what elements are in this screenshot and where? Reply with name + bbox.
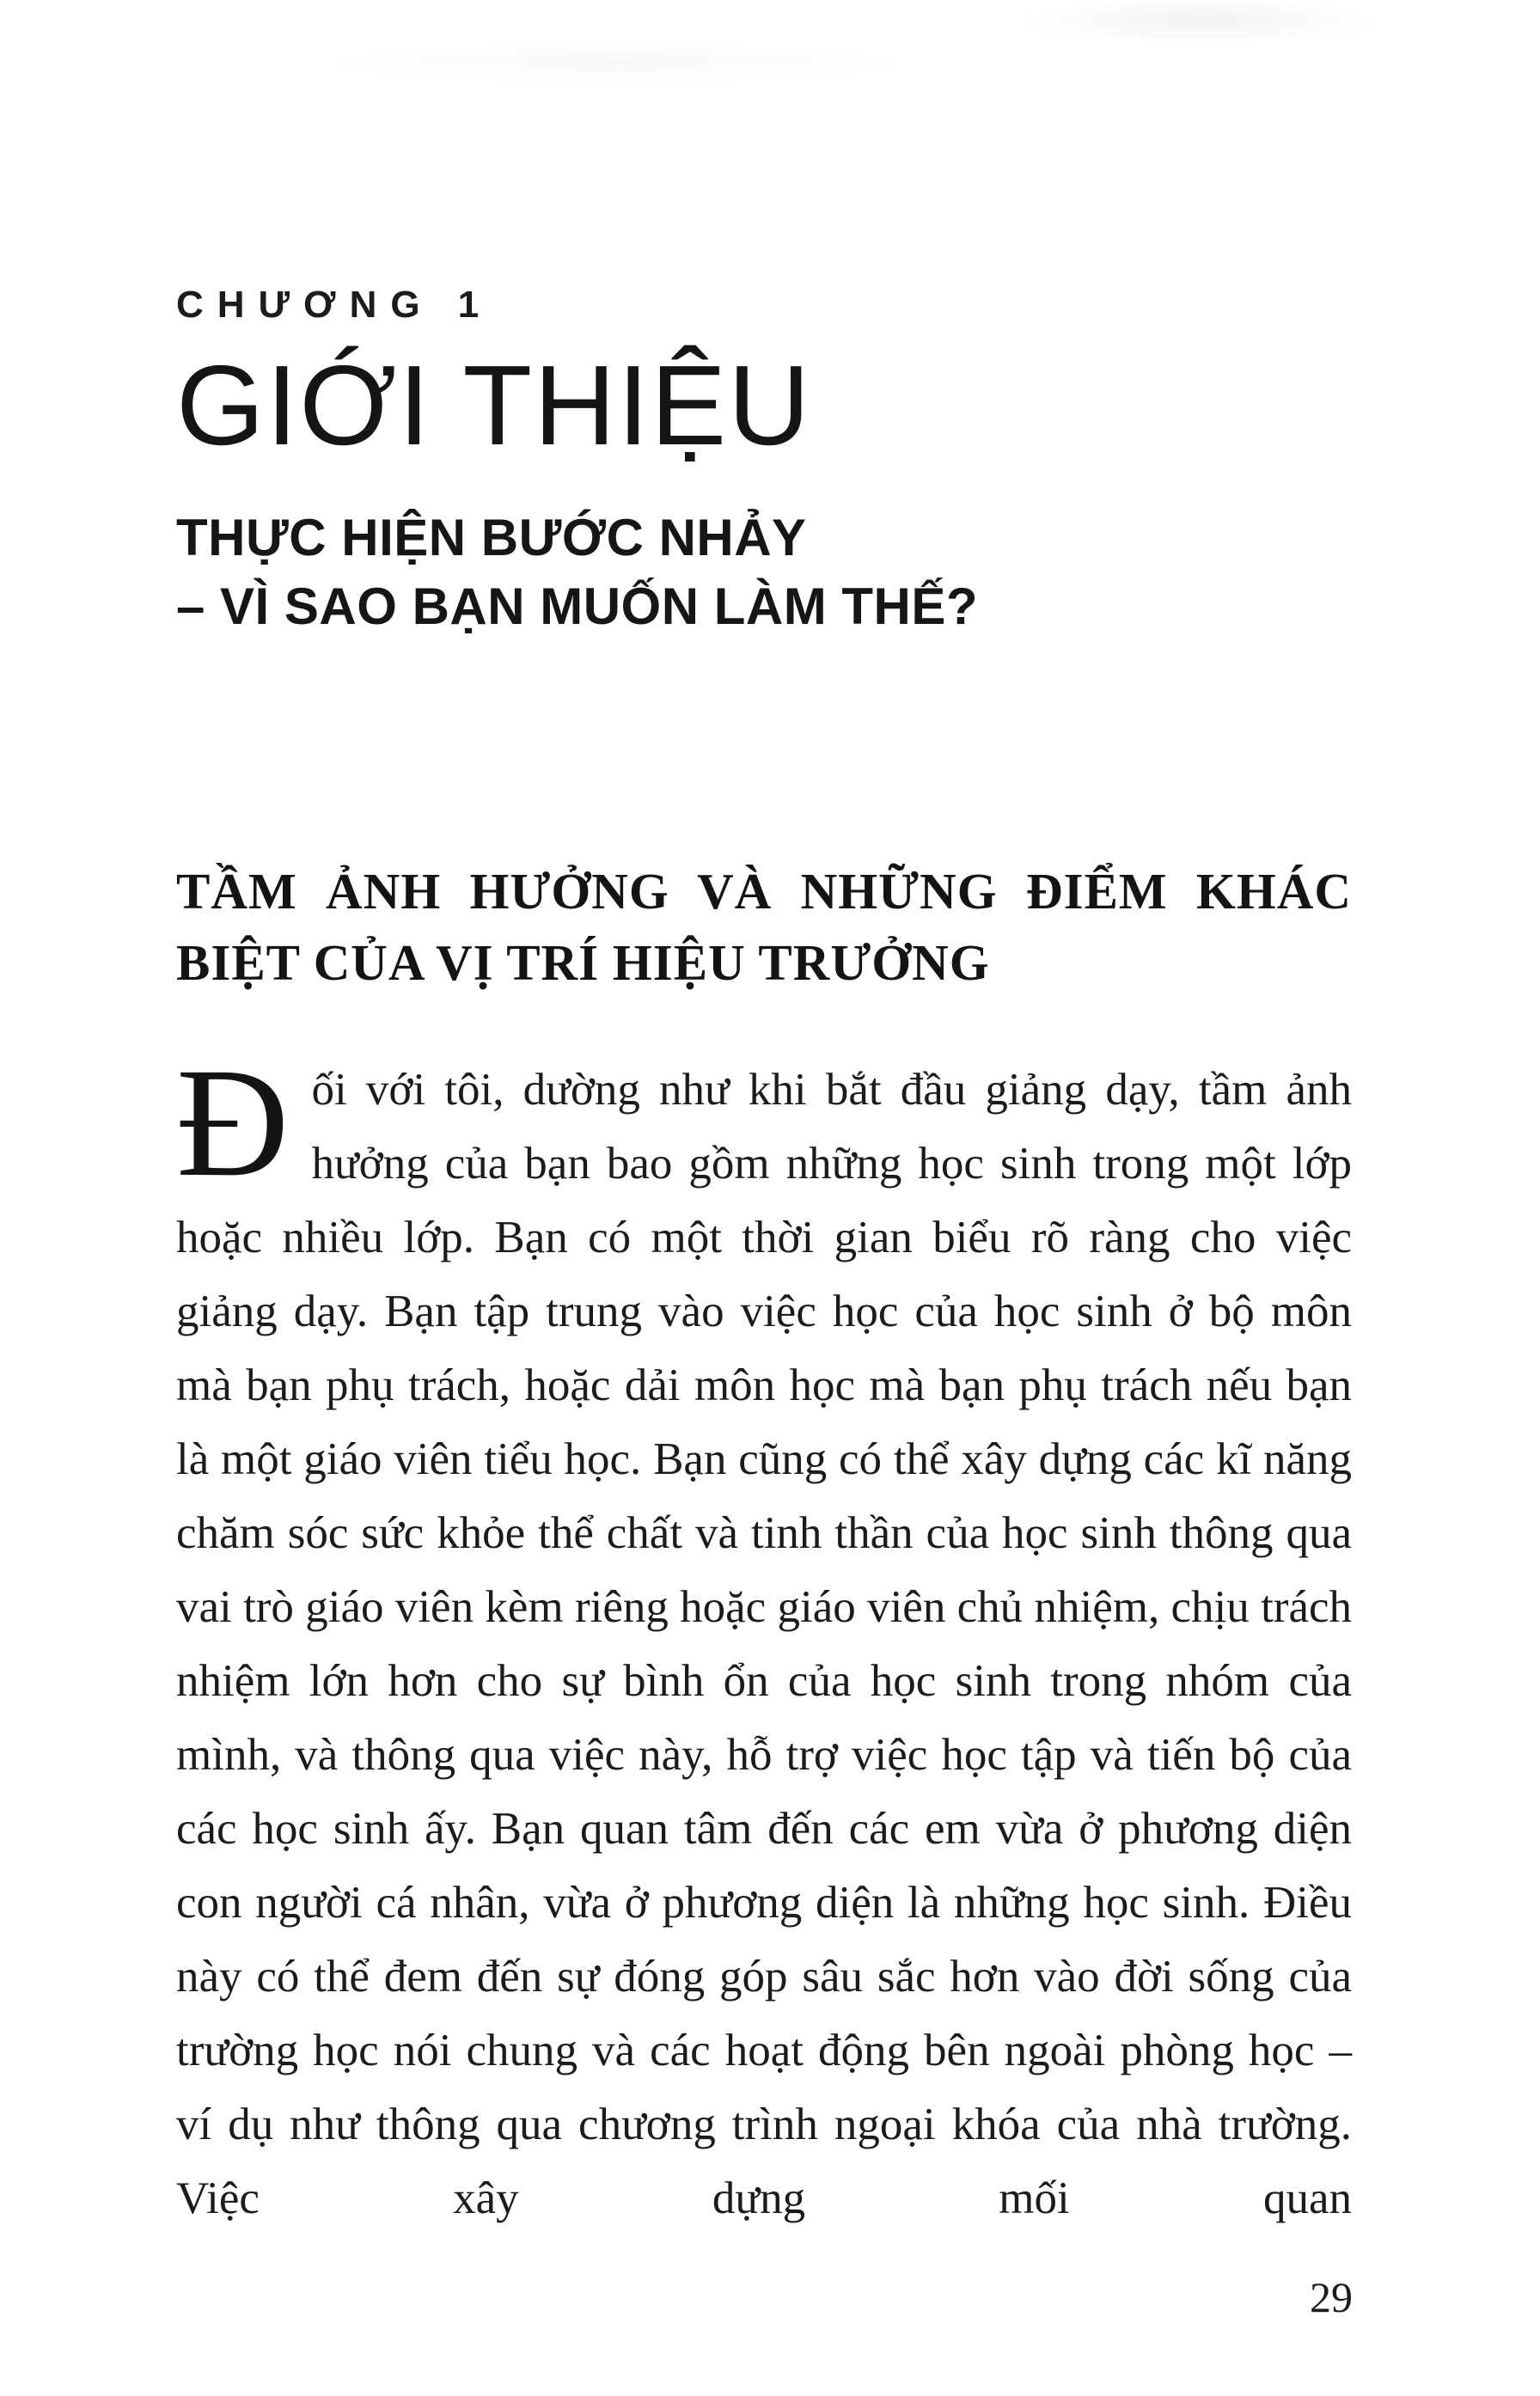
- drop-cap: Đ: [176, 1036, 290, 1210]
- section-heading: TẦM ẢNH HƯỞNG VÀ NHỮNG ĐIỂM KHÁC BIỆT CỦA VỊ TRÍ HIỆU TRƯỞNG: [176, 862, 1352, 992]
- chapter-label: CHƯƠNG 1: [176, 284, 493, 326]
- body-text: ối với tôi, dường như khi bắt đầu giảng dạy, tầm ảnh hưởng của bạn bao gồm những học sinh trong một lớp hoặc nhiều lớp. Bạn có một thời gian biểu rõ ràng cho việc giảng dạy. Bạn tập trung vào việc học của học sinh ở bộ môn mà bạn phụ trách, hoặc dải môn học mà bạn phụ trách nếu bạn là một giáo viên tiểu học. Bạn cũng có thể xây dựng các kĩ năng chăm sóc sức khỏe thể chất và tinh thần của học sinh thông qua vai trò giáo viên kèm riêng hoặc giáo viên chủ nhiệm, chịu trách nhiệm lớn hơn cho sự bình ổn của học sinh trong nhóm của mình, và thông qua việc này, hỗ trợ việc học tập và tiến bộ của các học sinh ấy. Bạn quan tâm đến các em vừa ở phương diện con người cá nhân, vừa ở phương diện là những học sinh. Điều này có thể đem đến sự đóng góp sâu sắc hơn vào đời sống của trường học nói chung và các hoạt động bên ngoài phòng học – ví dụ như thông qua chương trình ngoại khóa của nhà trường. Việc xây dựng mối quan: [176, 1065, 1352, 2224]
- chapter-title: GIỚI THIỆU: [176, 342, 812, 468]
- page-content: [176, 0, 1352, 2281]
- chapter-subtitle-line-2: – VÌ SAO BẠN MUỐN LÀM THẾ?: [176, 577, 979, 635]
- body-paragraph: [176, 1036, 1352, 2235]
- page-number: 29: [1310, 2273, 1353, 2321]
- chapter-subtitle-line-1: THỰC HIỆN BƯỚC NHẢY: [176, 509, 807, 566]
- chapter-subtitle: [176, 504, 1352, 641]
